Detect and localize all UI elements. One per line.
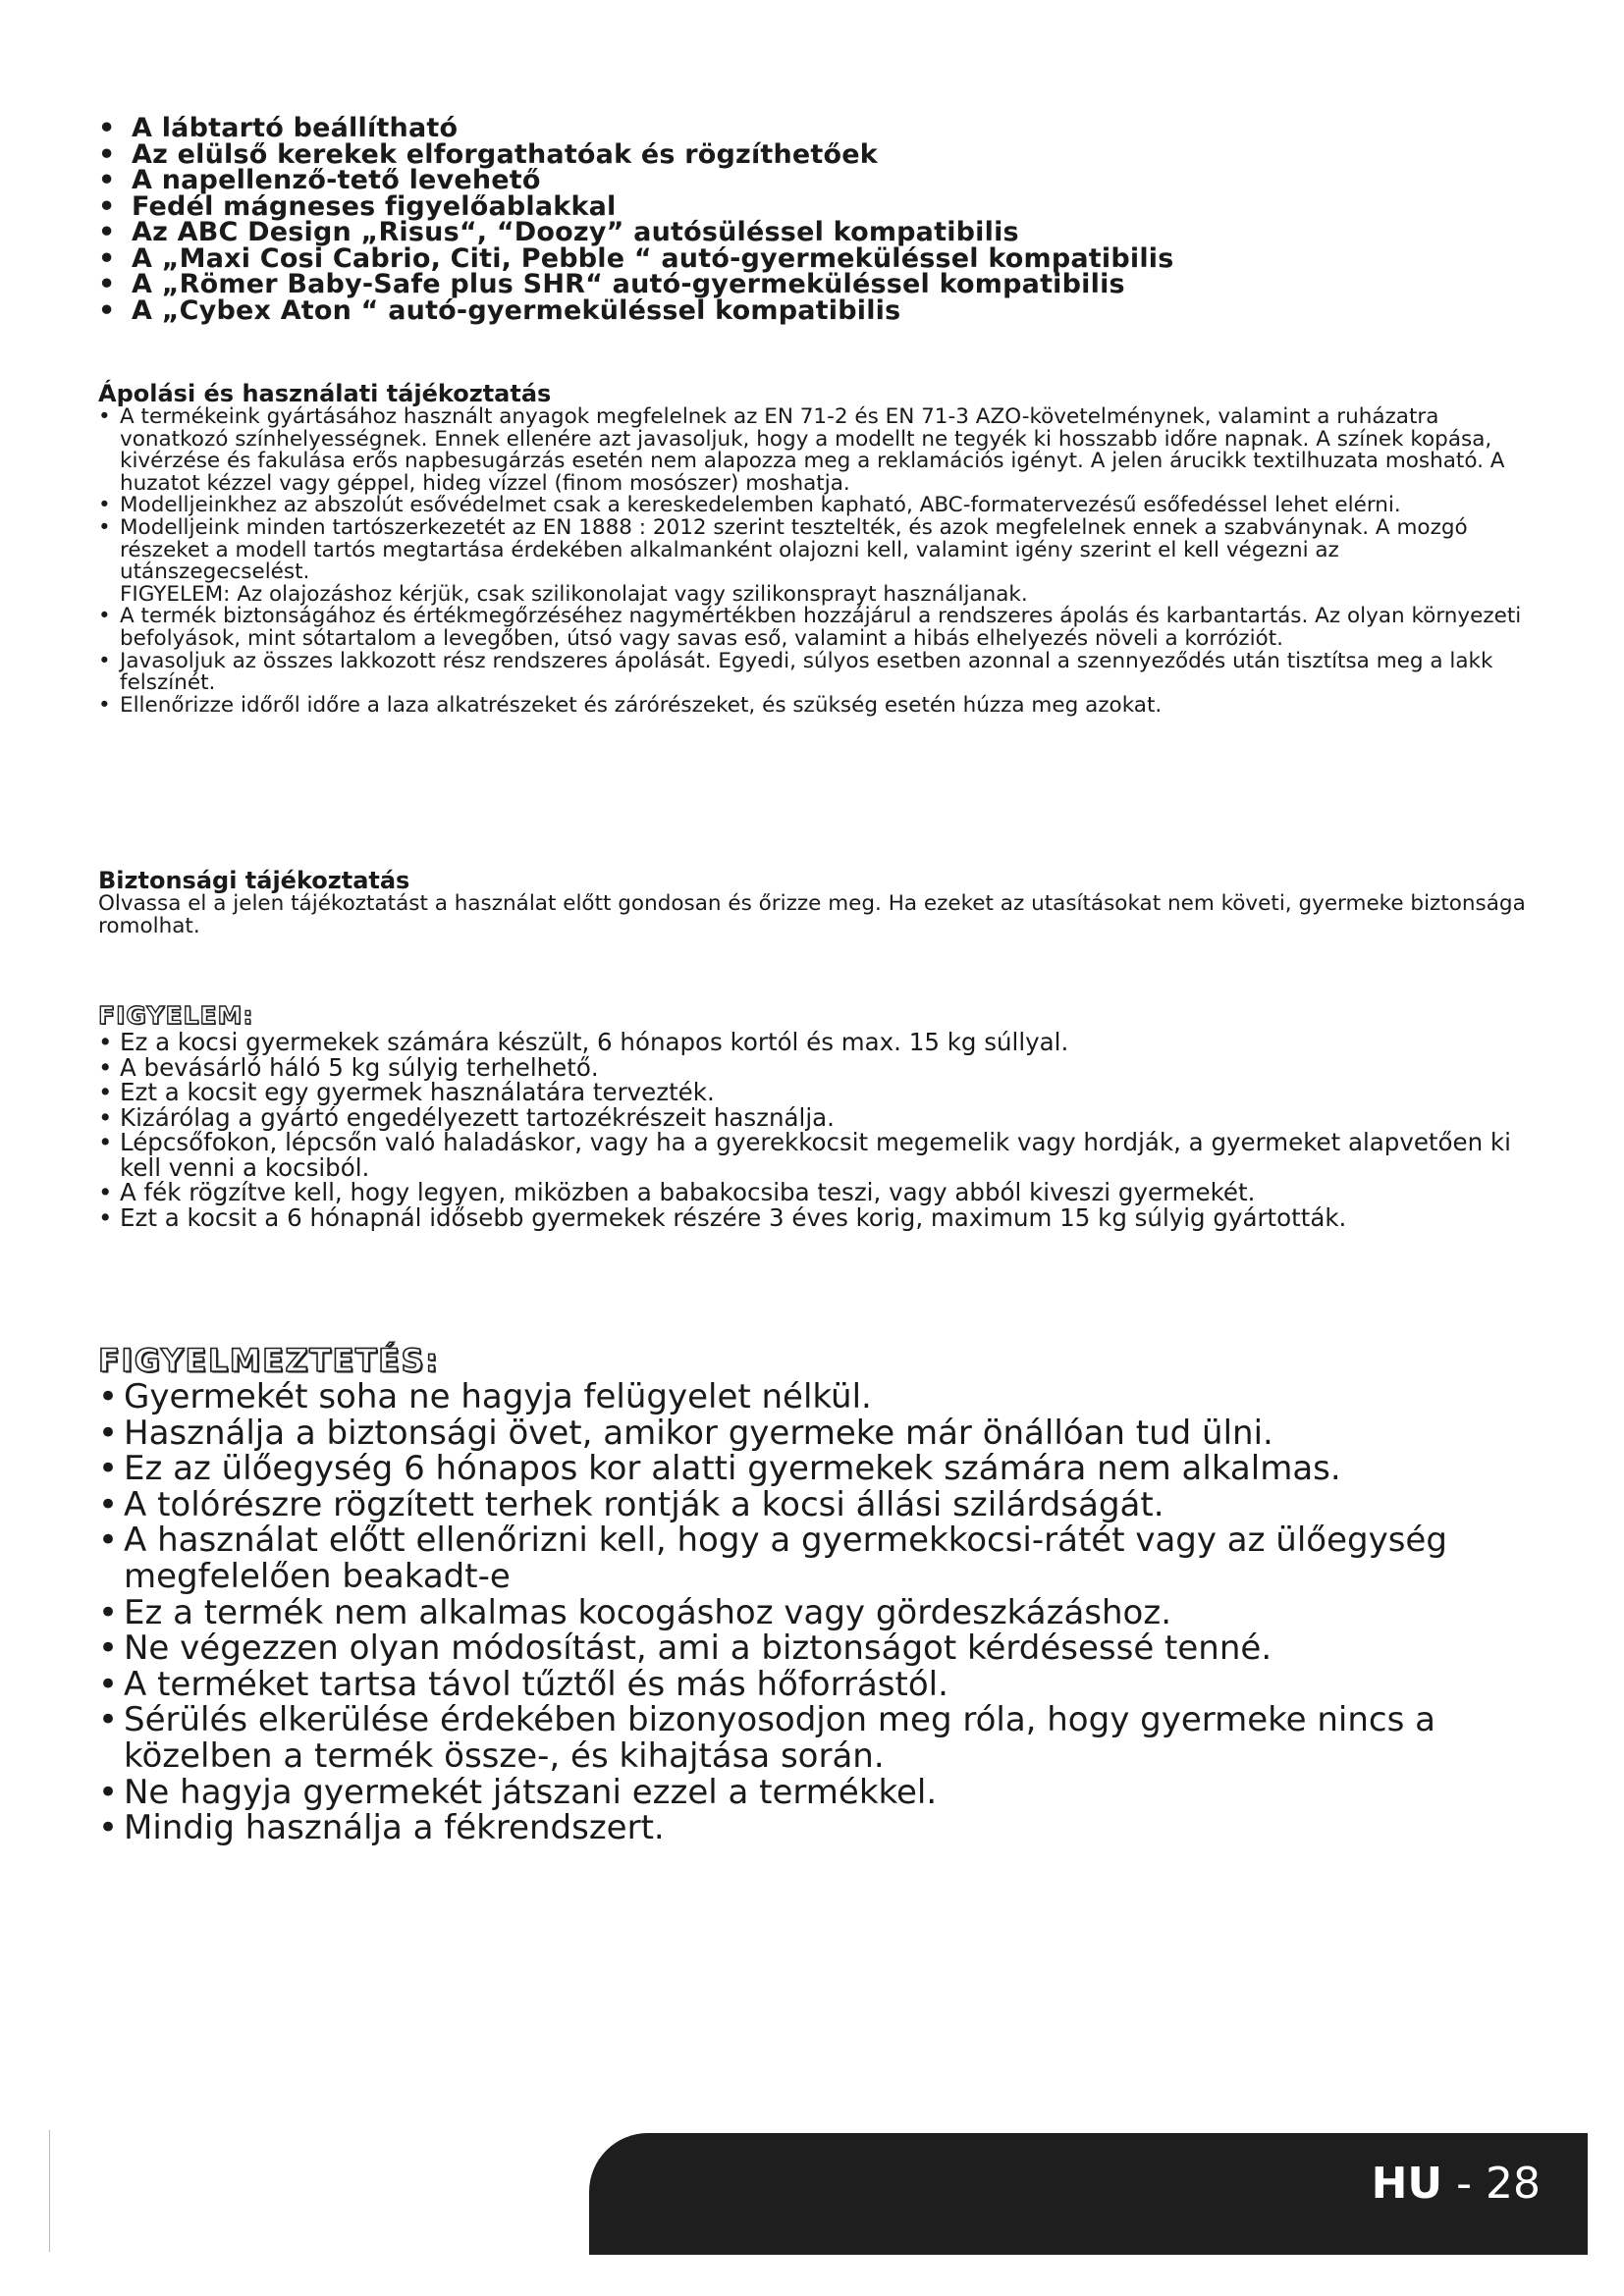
warning-item: • A terméket tartsa távol tűztől és más hőforrástól. [98, 1667, 1532, 1703]
feature-item: • Az elülső kerekek elforgathatóak és rögzíthetőek [98, 142, 1532, 169]
page-number [1372, 2159, 1541, 2209]
care-list [98, 406, 1532, 717]
warning-item: • Használja a biztonsági övet, amikor gyermeke már önállóan tud ülni. [98, 1415, 1532, 1452]
page-number-value: 28 [1486, 2159, 1541, 2209]
warning-item: • Mindig használja a fékrendszert. [98, 1810, 1532, 1846]
attention-item: • Kizárólag a gyártó engedélyezett tartozékrészeit használja. [98, 1105, 1532, 1131]
care-item: • A termék biztonságához és értékmegőrzéséhez nagymértékben hozzájárul a rendszeres ápolás és karbantartás. Az olyan környezeti befolyások, mint sótartalom a levegőben, útsó vagy savas eső, valamint a hibás elhelyezés növeli a korróziót. [98, 606, 1532, 650]
attention-title: FIGYELEM: [98, 1001, 254, 1030]
attention-item: • A fék rögzítve kell, hogy legyen, miközben a babakocsiba teszi, vagy abból kiveszi gyermekét. [98, 1180, 1532, 1205]
warning-item: • Sérülés elkerülése érdekében bizonyosodjon meg róla, hogy gyermeke nincs a közelben a termék össze-, és kihajtása során. [98, 1702, 1532, 1774]
language-code: HU [1371, 2159, 1443, 2209]
safety-text: Olvassa el a jelen tájékoztatást a használat előtt gondosan és őrizze meg. Ha ezeket az utasításokat nem követi, gyermeke biztonsága romolhat. [98, 891, 1526, 938]
attention-section [98, 1001, 1532, 1230]
warning-item: • Ne hagyja gyermekét játszani ezzel a termékkel. [98, 1775, 1532, 1811]
warning-item: • A tolórészre rögzített terhek rontják a kocsi állási szilárdságát. [98, 1487, 1532, 1523]
care-item: • A termékeink gyártásához használt anyagok megfelelnek az EN 71-2 és EN 71-3 AZO-követelménynek, valamint a ruházatra vonatkozó színhelyességnek. Ennek ellenére azt javasoljuk, hogy a modellt ne tegyék ki hosszabb időre napnak. A színek kopása, kivérzése és fakulása erős napbesugárzás esetén nem alapozza meg a reklamációs igényt. A jelen árucikk textilhuzata mosható. A huzatot kézzel vagy géppel, hideg vízzel (finom mosószer) moshatja. [98, 406, 1532, 495]
care-note: FIGYELEM: Az olajozáshoz kérjük, csak szilikonolajat vagy szilikonsprayt használjanak. [120, 581, 1028, 607]
care-item: • Ellenőrizze időről időre a laza alkatrészeket és zárórészeket, és szükség esetén húzza meg azokat. [98, 695, 1532, 718]
attention-item: • Lépcsőfokon, lépcsőn való haladáskor, vagy ha a gyerekkocsit megemelik vagy hordják, a gyermeket alapvetően ki kell venni a kocsiból. [98, 1130, 1532, 1180]
feature-list [98, 113, 1532, 326]
feature-item: • A „Cybex Aton “ autó-gyermeküléssel kompatibilis [98, 298, 1532, 325]
care-item: • Javasoljuk az összes lakkozott rész rendszeres ápolását. Egyedi, súlyos esetben azonnal a szennyeződés után tisztítsa meg a lakk felszínét. [98, 651, 1532, 695]
feature-item: • Az ABC Design „Risus“, “Doozy” autósüléssel kompatibilis [98, 220, 1532, 246]
page-number-tab [589, 2133, 1588, 2255]
feature-item: • A „Maxi Cosi Cabrio, Citi, Pebble “ autó-gyermeküléssel kompatibilis [98, 246, 1532, 273]
attention-list [98, 1030, 1532, 1230]
feature-item: • A napellenző-tető levehető [98, 168, 1532, 194]
care-item: • Modelljeink minden tartószerkezetét az EN 1888 : 2012 szerint tesztelték, és azok megfelelnek ennek a szabványnak. A mozgó részeket a modell tartós megtartása érdekében alkalmanként olajozni kell, valamint igény szerint el kell végezni az utánszegecselést. [98, 517, 1532, 584]
warning-item: • Ez az ülőegység 6 hónapos kor alatti gyermekek számára nem alkalmas. [98, 1451, 1532, 1487]
warning-item: • Ne végezzen olyan módosítást, ami a biztonságot kérdésessé tenné. [98, 1630, 1532, 1667]
warning-list [98, 1379, 1532, 1846]
attention-item: • Ez a kocsi gyermekek számára készült, 6 hónapos kortól és max. 15 kg súllyal. [98, 1030, 1532, 1055]
care-item: • Modelljeinkhez az abszolút esővédelmet csak a kereskedelemben kapható, ABC-formatervezésű esőfedéssel lehet elérni. [98, 495, 1532, 517]
warning-title: FIGYELMEZTETÉS: [98, 1342, 440, 1379]
attention-item: • A bevásárló háló 5 kg súlyig terhelhető. [98, 1055, 1532, 1081]
warning-item: • Ez a termék nem alkalmas kocogáshoz vagy gördeszkázáshoz. [98, 1595, 1532, 1631]
care-section [98, 381, 1532, 717]
warning-section [98, 1342, 1532, 1846]
warning-item: • A használat előtt ellenőrizni kell, hogy a gyermekkocsi-rátét vagy az ülőegység megfelelően beakadt-e [98, 1522, 1532, 1594]
safety-section [98, 868, 1532, 937]
feature-item: • A „Römer Baby-Safe plus SHR“ autó-gyermeküléssel kompatibilis [98, 272, 1532, 298]
margin-divider [49, 2130, 50, 2252]
attention-item: • Ezt a kocsit egy gyermek használatára tervezték. [98, 1080, 1532, 1105]
feature-item: • Fedél mágneses figyelőablakkal [98, 194, 1532, 221]
care-title: Ápolási és használati tájékoztatás [98, 380, 552, 407]
warning-item: • Gyermekét soha ne hagyja felügyelet nélkül. [98, 1379, 1532, 1415]
attention-item: • Ezt a kocsit a 6 hónapnál idősebb gyermekek részére 3 éves korig, maximum 15 kg súlyig gyártották. [98, 1205, 1532, 1231]
safety-title: Biztonsági tájékoztatás [98, 867, 410, 894]
page-separator: - [1442, 2159, 1486, 2209]
feature-item: • A lábtartó beállítható [98, 116, 1532, 142]
